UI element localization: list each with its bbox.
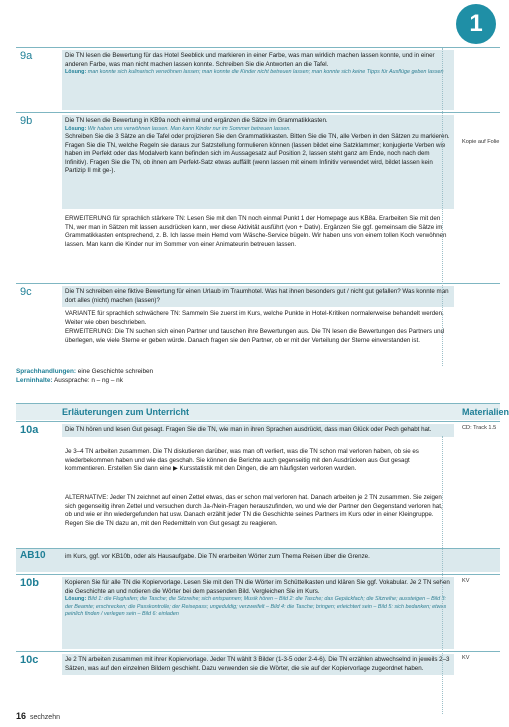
- solution-text: Lösung: Bild 1: die Flughafen; die Tasche; die Sitzreihe; sich entspannen; Musik hören – Bild 2: die Tasche; das Gepäckfach; die Sitzreihe; aussteigen – Bild 3: der Beamte; erschrecken; die Passkontrolle; der Reisepass; ungeduldig; verzweifelt – Bild 4: die Tasche; bringen; erleichtert sein – Bild 5: sich bedanken; etwas peinlich finden / verlegen sein – Bild 6: einladen: [65, 596, 447, 617]
- material-note: KV: [462, 655, 470, 661]
- row-10c: [16, 651, 500, 707]
- material-note: Kopie auf Folie: [462, 139, 500, 145]
- extension-text: ERWEITERUNG: Die TN suchen sich einen Partner und tauschen ihre Bewertungen aus. Die TN lesen die Bewertungen des Partners und überlegen, wie viele Sterne er geben würde. Danach fragen sie den Partner, ob er mit der Verteilung der Sterne einverstanden ist.: [65, 328, 445, 344]
- extension-text: ERWEITERUNG für sprachlich stärkere TN: Lesen Sie mit den TN noch einmal Punkt 1 der Homepage aus KB8a. Erarbeiten Sie mit den TN, wer man in Sätzen mit lassen ausdrücken kann, wer diese Aktivität ausführt (von + Dativ). Ergänzen Sie ggf. gemeinsam die Sätze im Grammatikkasten entsprechend, z. B. Ich lasse mein Hemd vom Wäsche-Service bügeln. Wir haben uns von einem tollen Koch verwöhnen lassen. Man kann die Kinder nur im Sommer von einer Animateurin betreuen lassen.: [65, 215, 447, 248]
- instruction-text: Die TN lesen die Bewertung für das Hotel Seeblick und markieren in einer Farbe, was man wirklich machen lassen konnte, und in einer anderen Farbe, was man nicht machen lassen konnte. Schreiben Sie die Antworten an die Tafel.: [65, 52, 435, 68]
- row-9c: [16, 283, 500, 365]
- row-text: im Kurs, ggf. vor KB10b, oder als Hausaufgabe. Die TN erarbeiten Wörter zum Thema Reisen über die Grenze.: [65, 553, 370, 560]
- solution-text: Lösung: Wir haben uns verwöhnen lassen. Man kann Kinder nur im Sommer betreuen lassen.: [65, 125, 291, 132]
- instruction-text: Die TN lesen die Bewertung in KB9a noch einmal und ergänzen die Sätze im Grammatikkasten.: [65, 117, 328, 124]
- row-label: 10a: [20, 424, 39, 436]
- page-word: sechzehn: [30, 714, 60, 721]
- row-text: [62, 577, 454, 649]
- row-9b: [16, 112, 500, 282]
- column-divider: [442, 48, 443, 366]
- page-number: 16: [16, 711, 27, 721]
- row-text: Die TN hören und lesen Gut gesagt. Fragen Sie die TN, wie man in ihren Sprachen ausdrückt, dass man Glück oder Pech gehabt hat.: [62, 424, 454, 437]
- group-text: Je 3–4 TN arbeiten zusammen. Die TN diskutieren darüber, was man oft verliert, was die TN schon mal verloren haben, ob sie es wiederbekommen haben und wie das geschah. Sie können die Berichte auch gegenseitig mit den Ausdrücken aus Gut gesagt kommentieren. Erstellen Sie dann eine ▶ Kursstatistik mit den Dingen, die am häufigsten verloren wurden.: [65, 448, 419, 473]
- row-text: Die TN schreiben eine fiktive Bewertung für einen Urlaub im Traumhotel. Was hat ihnen besonders gut / nicht gut gefallen? Was konnte man dort alles (nicht) machen (lassen)?: [62, 286, 454, 307]
- row-label: 9c: [20, 286, 32, 298]
- material-note: CD: Track 1.5: [462, 425, 497, 431]
- unit-badge: 1: [456, 4, 496, 44]
- section-header: [16, 403, 509, 420]
- row-label: AB10: [20, 550, 46, 561]
- row-text: [62, 115, 454, 209]
- row-text: [62, 50, 454, 110]
- instruction-text: Kopieren Sie für alle TN die Kopiervorlage. Lesen Sie mit den TN die Wörter im Schüttelkasten und klären Sie ggf. Vokabular. Je 2 TN sehen die Geschichte an und notieren die Wörter bei dem passenden Bild. Vergleichen Sie im Kurs.: [65, 579, 450, 595]
- column-divider-2: [442, 436, 443, 714]
- row-10b: [16, 574, 500, 650]
- variant-text: VARIANTE für sprachlich schwächere TN: Sammeln Sie zuerst im Kurs, welche Punkte in Hotel-Kritiken normalerweise behandelt werden. Weiter wie oben beschrieben.: [65, 310, 444, 326]
- row-label: 10c: [20, 654, 39, 666]
- section-title: Erläuterungen zum Unterricht: [62, 407, 190, 417]
- row-label: 10b: [20, 577, 39, 589]
- material-note: KV: [462, 578, 470, 584]
- instruction-text-2: Schreiben Sie die 3 Sätze an die Tafel oder projizieren Sie den Grammatikkasten. Bitten Sie die TN, alle Verben in den Sätzen zu markieren. Fragen Sie die TN, welche Regeln sie daraus zur Satzstellung formulieren können (lassen bildet eine Satzklammer; konjugierte Verben wie haben im Perfekt oder das Modalverb kann befinden sich im Aussagesatz auf Position 2, lassen steht ganz am Ende, noch nach dem Infinitiv). Fragen Sie die TN, ob ihnen am Perfekt-Satz etwas auffällt (wenn lassen mit einem Infinitiv verwendet wird, bildet lassen kein Partizip II mit ge-).: [65, 133, 450, 175]
- page-footer: [16, 711, 60, 721]
- row-9a: [16, 47, 500, 111]
- alternative-text: ALTERNATIVE: Jeder TN zeichnet auf einen Zettel etwas, das er schon mal verloren hat. Danach arbeiten je 2 TN zusammen. Sie zeigen sich gegenseitig ihren Zettel und versuchen durch Ja-/Nein-Fragen herauszufinden, wo und wie der Partner den Gegenstand verloren hat, ob und wie er ihn wiedergefunden hat usw. Danach erzählt jeder TN die Geschichte seines Partners im Kurs oder in einer Kleingruppe. Regen Sie die TN dazu an, mit den Redemitteln von Gut gesagt zu reagieren.: [65, 494, 443, 527]
- materials-heading: Materialien: [462, 407, 509, 417]
- row-ab10: [16, 548, 500, 572]
- row-text: Je 2 TN arbeiten zusammen mit ihrer Kopiervorlage. Jeder TN wählt 3 Bilder (1-3-5 oder 2-4-6). Die TN erzählen abwechselnd in jeweils 2–3 Sätzen, was auf den einzelnen Bildern geschieht. Dazu verwenden sie die Wörter, die sie auf der Kopiervorlage zugeordnet haben.: [62, 654, 454, 675]
- top-band: [0, 0, 500, 40]
- row-label: 9b: [20, 115, 33, 127]
- lesson-meta: Sprachhandlungen: eine Geschichte schreiben Lerninhalte: Aussprache: n – ng – nk: [16, 368, 154, 384]
- row-label: 9a: [20, 50, 33, 62]
- solution-text: Lösung: man konnte sich kulinarisch verwöhnen lassen; man konnte die Kinder nicht betreuen lassen; man konnte sich keine Tipps für Ausflüge geben lassen: [65, 69, 444, 76]
